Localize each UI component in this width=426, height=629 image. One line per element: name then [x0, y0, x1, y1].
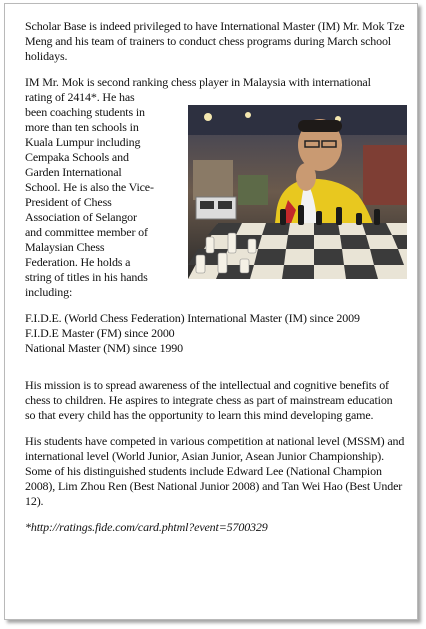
bio-line: Cempaka Schools and: [25, 150, 129, 164]
bio-line: and committee member of: [25, 225, 148, 239]
title-item: F.I.D.E Master (FM) since 2000: [25, 326, 175, 340]
bio-line: more than ten schools in: [25, 120, 139, 134]
footnote-link: *http://ratings.fide.com/card.phtml?event=5700329: [25, 520, 268, 534]
chess-player-photo: [188, 105, 407, 279]
bio-line: School. He is also the Vice-: [25, 180, 154, 194]
title-item: F.I.D.E. (World Chess Federation) International Master (IM) since 2009: [25, 311, 360, 325]
bio-line: including:: [25, 285, 73, 299]
bio-line: Association of Selangor: [25, 210, 137, 224]
bio-wrapped-text: [25, 105, 190, 300]
article-body: [25, 19, 405, 535]
titles-list: [25, 311, 405, 356]
bio-line: Federation. He holds a: [25, 255, 131, 269]
bio-line: string of titles in his hands: [25, 270, 148, 284]
bio-line: President of Chess: [25, 195, 112, 209]
bio-line: Malaysian Chess: [25, 240, 105, 254]
bio-line: Kuala Lumpur including: [25, 135, 141, 149]
document-page: [4, 3, 418, 620]
title-item: National Master (NM) since 1990: [25, 341, 183, 355]
bio-first-line: IM Mr. Mok is second ranking chess player in Malaysia with international rating of 2414*. He has: [25, 75, 371, 104]
students-paragraph: His students have competed in various competition at national level (MSSM) and international level (World Junior, Asian Junior, Asean Junior Championship). Some of his distinguished students include Edward Lee (National Champion 2008), Lim Zhou Ren (Best National Junior 2008) and Tan Wei Hao (Best Under 12).: [25, 434, 405, 508]
intro-paragraph: Scholar Base is indeed privileged to have International Master (IM) Mr. Mok Tze Meng and his team of trainers to conduct chess programs during March school holidays.: [25, 19, 405, 63]
mission-paragraph: His mission is to spread awareness of the intellectual and cognitive benefits of chess to children. He aspires to integrate chess as part of mainstream education so that every child has the opportunity to learn this mind developing game.: [25, 378, 393, 422]
bio-line: Garden International: [25, 165, 122, 179]
bio-line: been coaching students in: [25, 105, 145, 119]
